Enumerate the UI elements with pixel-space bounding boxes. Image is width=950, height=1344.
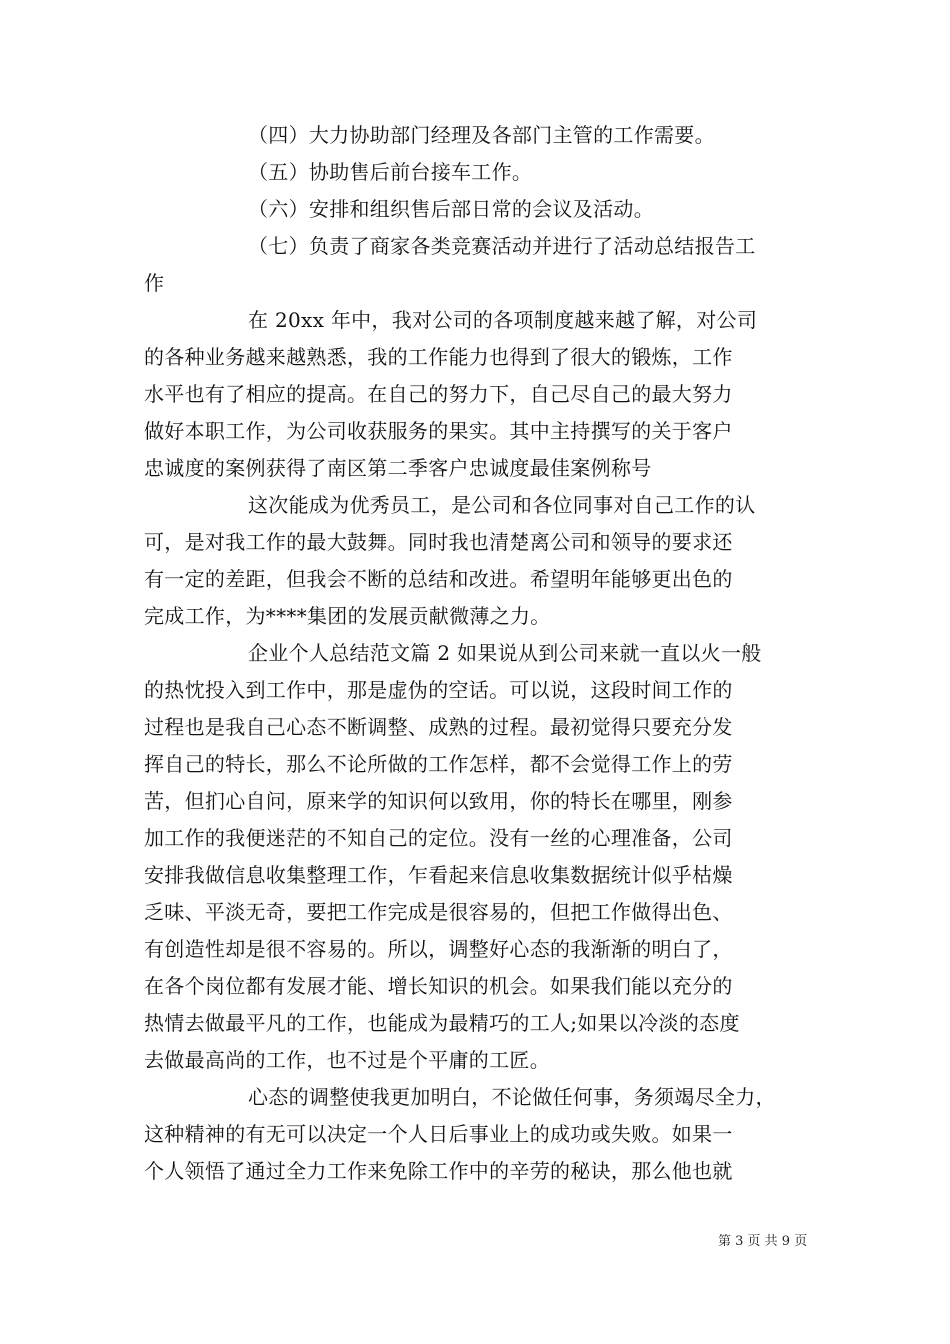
text-line: 热情去做最平凡的工作，也能成为最精巧的工人;如果以冷淡的态度: [144, 1011, 740, 1035]
text-line: 乏味、平淡无奇，要把工作完成是很容易的，但把工作做得出色、: [144, 900, 733, 924]
text-line: 在各个岗位都有发展才能、增长知识的机会。如果我们能以充分的: [144, 974, 733, 998]
text-line: 心态的调整使我更加明白，不论做任何事，务须竭尽全力，: [248, 1085, 776, 1109]
text-line: （六）安排和组织售后部日常的会议及活动。: [248, 197, 654, 221]
text-line: （五）协助售后前台接车工作。: [248, 160, 533, 184]
text-line: 忠诚度的案例获得了南区第二季客户忠诚度最佳案例称号: [144, 456, 652, 480]
text-line: 这种精神的有无可以决定一个人日后事业上的成功或失败。如果一: [144, 1122, 733, 1146]
text-line: 企业个人总结范文篇 2 如果说从到公司来就一直以火一般: [248, 641, 762, 665]
text-line: 水平也有了相应的提高。在自己的努力下，自己尽自己的最大努力: [144, 382, 733, 406]
text-line: 作: [144, 271, 165, 295]
text-line: 有创造性却是很不容易的。所以，调整好心态的我渐渐的明白了，: [144, 937, 733, 961]
text-line: 在 20xx 年中，我对公司的各项制度越来越了解，对公司: [248, 308, 758, 332]
text-line: 去做最高尚的工作，也不过是个平庸的工匠。: [144, 1048, 550, 1072]
text-line: 的各种业务越来越熟悉，我的工作能力也得到了很大的锻炼，工作: [144, 345, 733, 369]
text-line: 过程也是我自己心态不断调整、成熟的过程。最初觉得只要充分发: [144, 715, 733, 739]
text-line: 可，是对我工作的最大鼓舞。同时我也清楚离公司和领导的要求还: [144, 530, 733, 554]
text-line: 完成工作，为****集团的发展贡献微薄之力。: [144, 604, 551, 628]
text-line: 安排我做信息收集整理工作，乍看起来信息收集数据统计似乎枯燥: [144, 863, 733, 887]
text-line: （七）负责了商家各类竞赛活动并进行了活动总结报告工: [248, 234, 756, 258]
text-line: 的热忱投入到工作中，那是虚伪的空话。可以说，这段时间工作的: [144, 678, 733, 702]
text-line: 做好本职工作，为公司收获服务的果实。其中主持撰写的关于客户: [144, 419, 733, 443]
text-line: 挥自己的特长，那么不论所做的工作怎样，都不会觉得工作上的劳: [144, 752, 733, 776]
text-line: 这次能成为优秀员工，是公司和各位同事对自己工作的认: [248, 493, 756, 517]
text-line: 苦，但扪心自问，原来学的知识何以致用，你的特长在哪里，刚参: [144, 789, 733, 813]
text-line: 个人领悟了通过全力工作来免除工作中的辛劳的秘诀，那么他也就: [144, 1159, 733, 1183]
text-line: （四）大力协助部门经理及各部门主管的工作需要。: [248, 123, 715, 147]
text-line: 加工作的我便迷茫的不知自己的定位。没有一丝的心理准备，公司: [144, 826, 733, 850]
text-line: 有一定的差距，但我会不断的总结和改进。希望明年能够更出色的: [144, 567, 733, 591]
page-number: 第 3 页 共 9 页: [718, 1234, 808, 1249]
